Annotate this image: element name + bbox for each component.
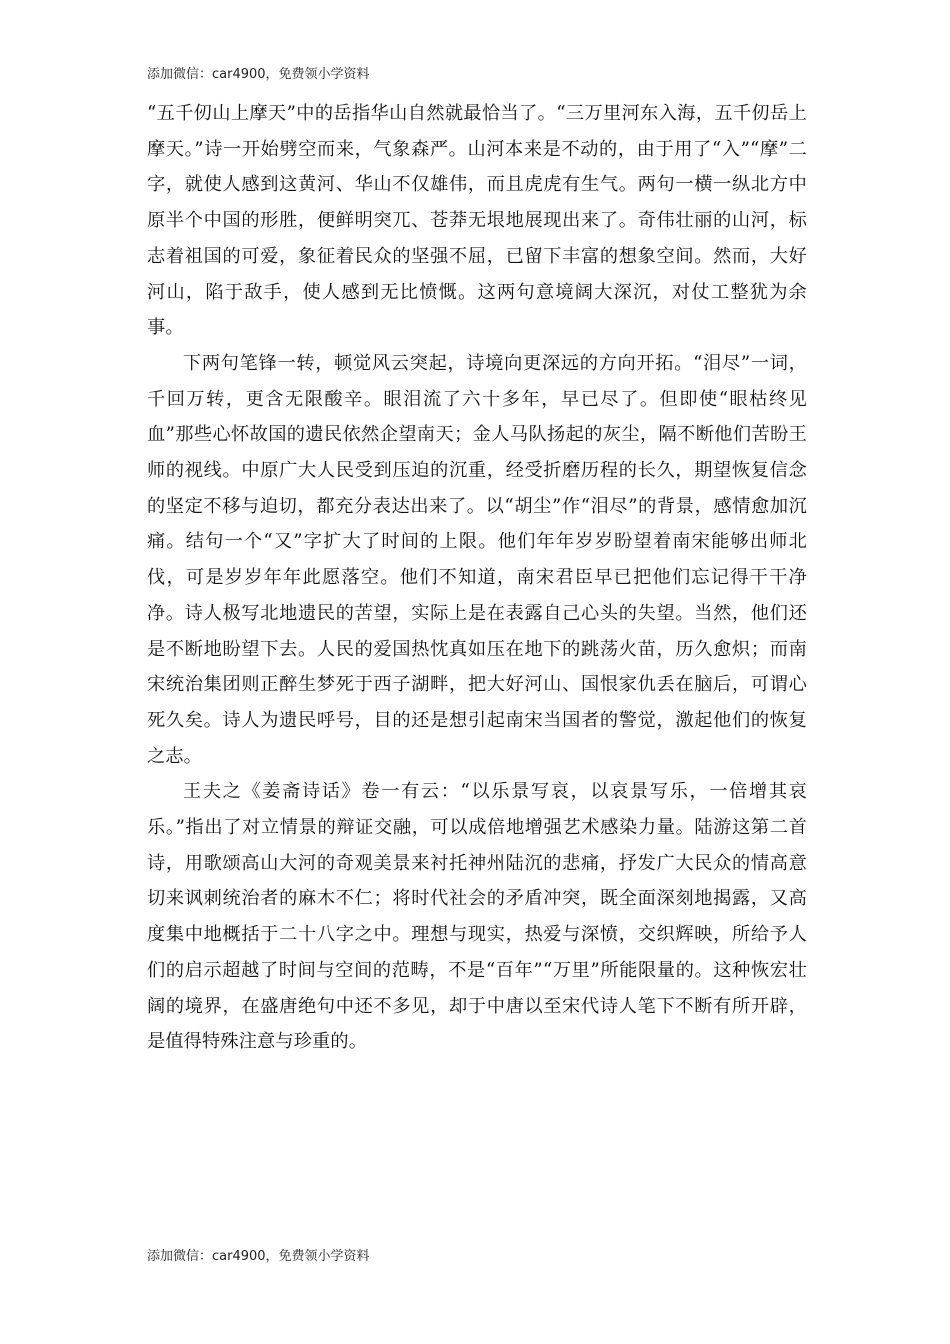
paragraph-2: 下两句笔锋一转，顿觉风云突起，诗境向更深远的方向开拓。“泪尽”一词，千回万转，更含无限酸辛。眼泪流了六十多年，早已尽了。但即使“眼枯终见血”那些心怀故国的遗民依然企望南天；金人马队扬起的灰尘，隔不断他们苦盼王师的视线。中原广大人民受到压迫的沉重，经受折磨历程的长久，期望恢复信念的坚定不移与迫切，都充分表达出来了。以“胡尘”作“泪尽”的背景，感情愈加沉痛。结句一个“又”字扩大了时间的上限。他们年年岁岁盼望着南宋能够出师北伐，可是岁岁年年此愿落空。他们不知道，南宋君臣早已把他们忘记得干干净净。诗人极写北地遗民的苦望，实际上是在表露自己心头的失望。当然，他们还是不断地盼望下去。人民的爱国热忱真如压在地下的跳荡火苗，历久愈炽；而南宋统治集团则正醉生梦死于西子湖畔，把大好河山、国恨家仇丢在脑后，可谓心死久矣。诗人为遗民呼号，目的还是想引起南宋当国者的警觉，激起他们的恢复之志。 <box>147 352 807 767</box>
paragraph-1: “五千仞山上摩天”中的岳指华山自然就最恰当了。“三万里河东入海，五千仞岳上摩天。”诗一开始劈空而来，气象森严。山河本来是不动的，由于用了“入”“摩”二字，就使人感到这黄河、华山不仅雄伟，而且虎虎有生气。两句一横一纵北方中原半个中国的形胜，便鲜明突兀、苍莽无垠地展现出来了。奇伟壮丽的山河，标志着祖国的可爱，象征着民众的坚强不屈，已留下丰富的想象空间。然而，大好河山，陷于敌手，使人感到无比愤慨。这两句意境阔大深沉，对仗工整犹为余事。 <box>147 103 807 339</box>
article-body <box>147 96 807 1060</box>
header-promo-note: 添加微信：car4900，免费领小学资料 <box>147 67 370 82</box>
footer-promo-note: 添加微信：car4900，免费领小学资料 <box>147 1249 370 1264</box>
paragraph-3: 王夫之《姜斋诗话》卷一有云：“以乐景写哀，以哀景写乐，一倍增其哀乐。”指出了对立情景的辩证交融，可以成倍地增强艺术感染力量。陆游这第二首诗，用歌颂高山大河的奇观美景来衬托神州陆沉的悲痛，抒发广大民众的情高意切来讽刺统治者的麻木不仁；将时代社会的矛盾冲突，既全面深刻地揭露，又高度集中地概括于二十八字之中。理想与现实，热爱与深愤，交织辉映，所给予人们的启示超越了时间与空间的范畴，不是“百年”“万里”所能限量的。这种恢宏壮阔的境界，在盛唐绝句中还不多见，却于中唐以至宋代诗人笔下不断有所开辟，是值得特殊注意与珍重的。 <box>147 781 807 1053</box>
